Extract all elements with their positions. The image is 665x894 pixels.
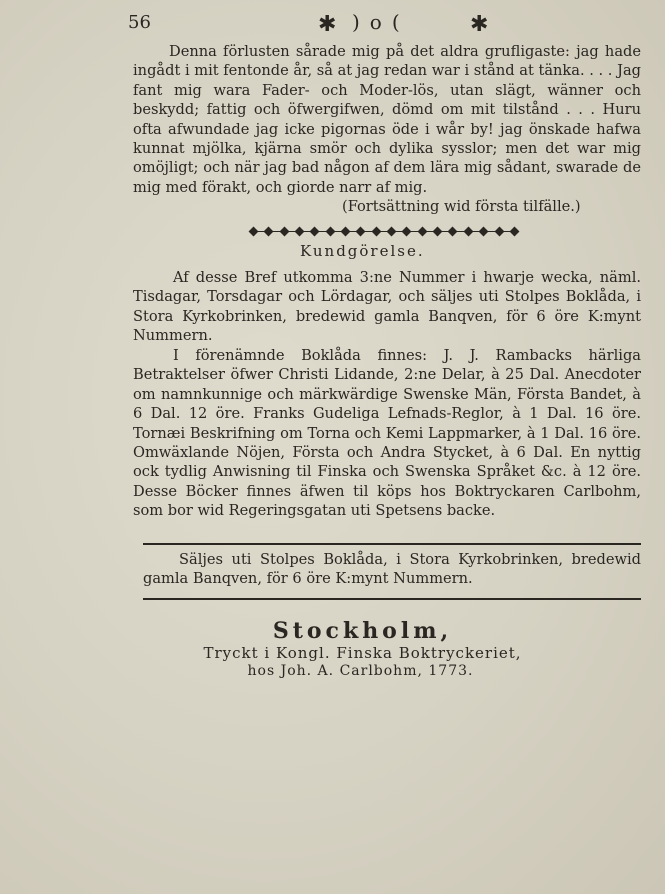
continuation-note: (Fortsättning wid första tilfälle.) [342,198,581,215]
imprint-printer: Tryckt i Kongl. Finska Boktryckeriet, [203,644,522,662]
divider-diamond [325,226,335,236]
divider-diamond [479,226,489,236]
divider-diamond [494,226,504,236]
divider-diamond [448,226,458,236]
divider-diamond [295,226,305,236]
asterisk-ornament-right: ✱ [470,12,489,37]
ornamental-divider [250,226,518,236]
header-ornament: )o( [352,10,410,34]
divider-diamond [509,226,519,236]
top-rule [143,543,641,545]
divider-diamond [249,226,259,236]
announcement-paragraph: Af desse Bref utkomma 3:ne Nummer i hwarje wecka, näml. Tisdagar, Torsdagar och Lördagar, och säljes uti Stolpes Boklåda, i Stora Kyrkobrinken, bredewid gamla Banqven, för 6 öre K:mynt Nummern. [133,269,641,345]
divider-diamond [264,226,274,236]
page-header [0,6,665,37]
divider-diamond [310,226,320,236]
bookshop-paragraph: I förenämnde Boklåda finnes: J. J. Rambacks härliga Betraktelser öfwer Christi Lidande, 2:ne Delar, à 25 Dal. Anecdoter om namnkunnige och märkwärdige Swenske Män, Första Bandet, à 6 Dal. 12 öre. Franks Gudeliga Lefnads-Reglor, à 1 Dal. 16 öre. Tornæi Beskrifning om Torna och Kemi Lappmarker, à 1 Dal. 16 öre. Omwäxlande Nöjen, Första och Andra Stycket, à 6 Dal. En nyttig ock tydlig Anwisning til Finska och Swenska Språket &c. à 12 öre. Desse Böcker finnes äfwen til köps hos Boktryckaren Carlbohm, som bor wid Regeringsgatan uti Spetsens backe. [133,347,641,520]
divider-diamond [402,226,412,236]
divider-diamond [387,226,397,236]
announcement-heading: Kundgörelse. [300,242,425,260]
divider-diamond [463,226,473,236]
imprint-publisher: hos Joh. A. Carlbohm, 1773. [247,663,474,679]
divider-diamond [417,226,427,236]
imprint-city: Stockholm, [272,618,453,644]
bottom-rule [143,598,641,600]
divider-diamond [341,226,351,236]
story-paragraph: Denna förlusten sårade mig på det aldra grufligaste: jag hade ingådt i mit fentonde år, så at jag redan war i stånd at tänka. . . . Jag fant mig wara Fader- och Moder-lös, utan slägt, wänner och beskydd; fattig och öfwergifwen, dömd om mit tilstånd . . . Huru ofta afwundade jag icke pigornas öde i wår by! jag önskade hafwa kunnat mjölka, kjärna smör och dylika sysslor; men det war mig omöjligt; och när jag bad någon af dem lära mig sådant, swarade de mig med förakt, och giorde narr af mig. [133,43,641,196]
asterisk-ornament-left: ✱ [318,12,337,37]
divider-diamond [433,226,443,236]
divider-diamond [356,226,366,236]
sales-notice: Säljes uti Stolpes Boklåda, i Stora Kyrkobrinken, bredewid gamla Banqven, för 6 öre K:mynt Nummern. [143,551,641,588]
divider-diamond [279,226,289,236]
divider-diamond [371,226,381,236]
page-number: 56 [128,12,151,33]
